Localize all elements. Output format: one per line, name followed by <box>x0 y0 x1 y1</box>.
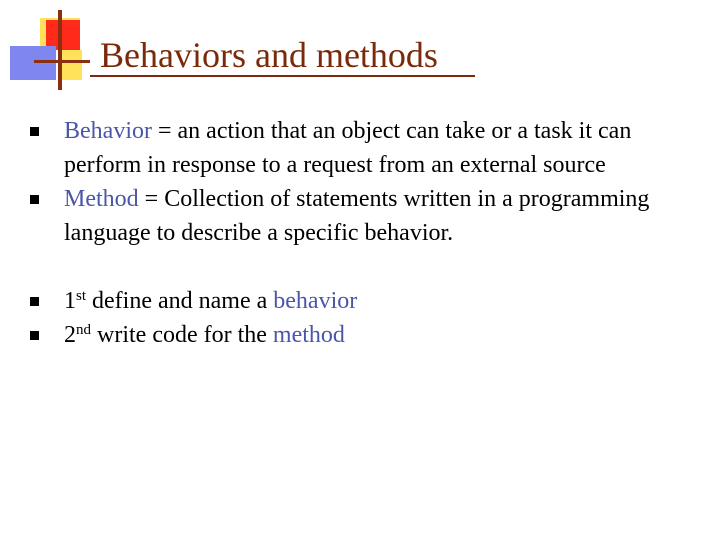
bullet-step-second <box>30 318 700 352</box>
bullet-term: Behavior <box>64 118 152 144</box>
logo-yellow-square-lower <box>60 50 82 80</box>
bullet-text: define and name a <box>86 288 274 314</box>
slide-title: Behaviors and methods <box>100 35 438 75</box>
bullet-text: = Collection of statements written in a programming language to describe a specific behavior. <box>64 186 650 246</box>
bullet-behavior <box>30 114 700 182</box>
ordinal-suffix: nd <box>76 322 91 338</box>
bullet-term: method <box>272 322 345 348</box>
logo-vertical-line <box>58 10 62 90</box>
square-bullet-icon <box>30 195 39 204</box>
square-bullet-icon <box>30 127 39 136</box>
slide-logo <box>0 0 90 100</box>
bullet-text: = an action that an object can take or a task it can perform in response to a request from an external source <box>64 118 632 178</box>
square-bullet-icon <box>30 331 39 340</box>
bullet-term: Method <box>64 186 139 212</box>
step-number: 2 <box>64 322 76 348</box>
bullet-step-first <box>30 284 700 318</box>
bullet-method <box>30 182 700 250</box>
logo-blue-square <box>10 46 56 80</box>
square-bullet-icon <box>30 297 39 306</box>
bullet-term: behavior <box>273 288 358 314</box>
ordinal-suffix: st <box>76 288 87 304</box>
title-underline <box>90 75 475 77</box>
bullet-list <box>30 114 700 352</box>
logo-horizontal-line <box>34 60 90 63</box>
bullet-text: write code for the <box>91 322 273 348</box>
step-number: 1 <box>64 288 76 314</box>
